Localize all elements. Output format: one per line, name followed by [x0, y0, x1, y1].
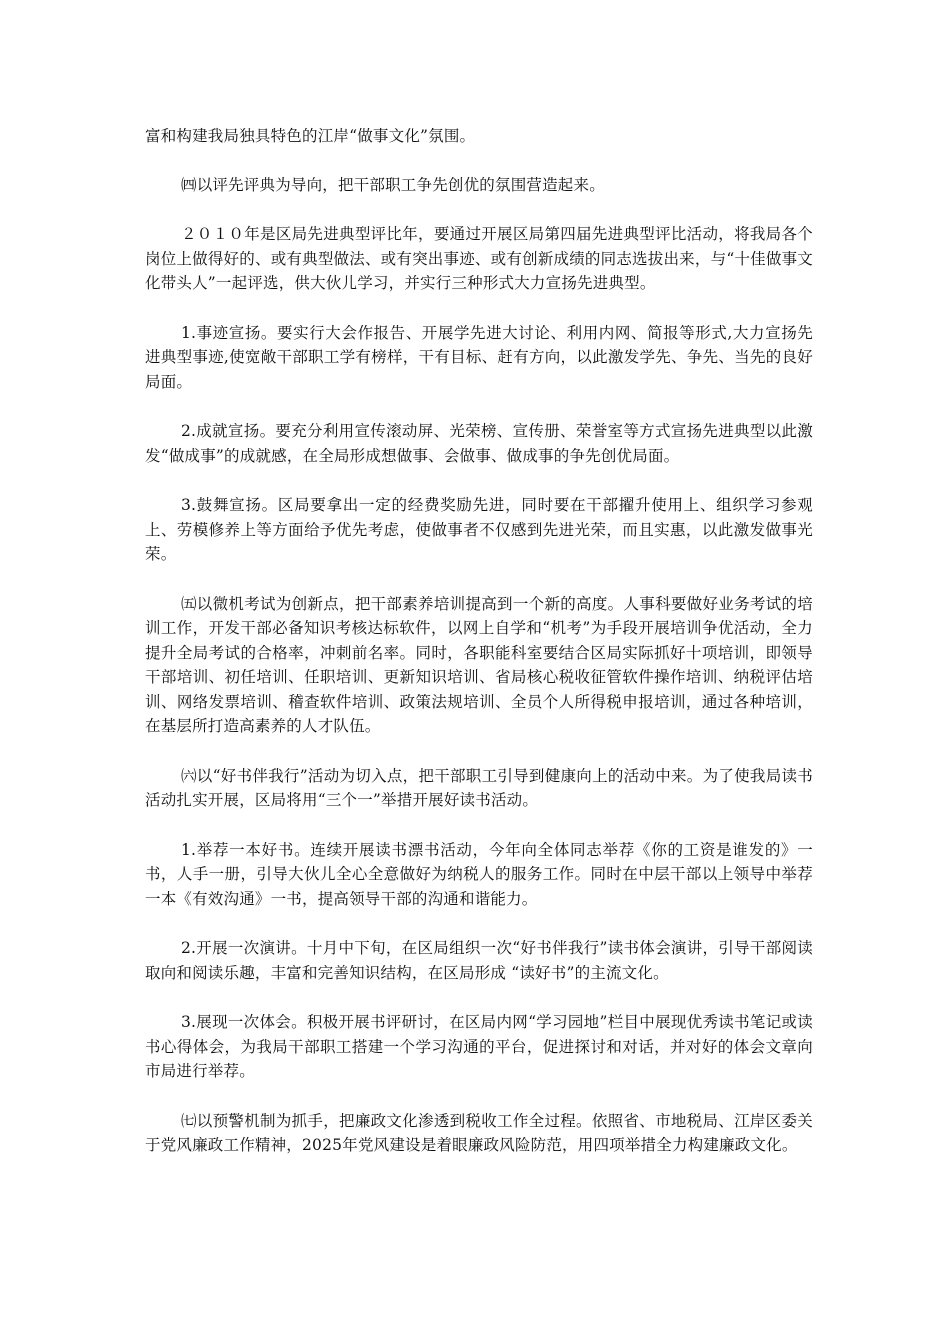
list-item-share-experience: 3.展现一次体会。积极开展书评研讨，在区局内网“学习园地”栏目中展现优秀读书笔记或读书心得体会，为我局干部职工搭建一个学习沟通的平台，促进探讨和对话，并对好的体会文章向市局进行举荐。 — [145, 1013, 813, 1080]
section-heading-6: ㈥以“好书伴我行”活动为切入点，把干部职工引导到健康向上的活动中来。为了使我局读书活动扎实开展，区局将用“三个一”举措开展好读书活动。 — [145, 766, 813, 809]
list-item-deeds-promotion: 1.事迹宣扬。要实行大会作报告、开展学先进大讨论、利用内网、简报等形式,大力宣扬先进典型事迹,使宽敞干部职工学有榜样，干有目标、赶有方向，以此激发学先、争先、当先的良好局面。 — [145, 323, 813, 391]
document-body — [145, 124, 813, 1158]
list-item-encouragement-promotion: 3.鼓舞宣扬。区局要拿出一定的经费奖励先进，同时要在干部擢升使用上、组织学习参观上、劳模修养上等方面给予优先考虑，使做事者不仅感到先进光荣，而且实惠，以此激发做事光荣。 — [145, 496, 813, 563]
list-item-achievement-promotion: 2.成就宣扬。要充分利用宣传滚动屏、光荣榜、宣传册、荣誉室等方式宣扬先进典型以此激发“做成事”的成就感，在全局形成想做事、会做事、做成事的争先创优局面。 — [145, 422, 813, 465]
section-heading-7: ㈦以预警机制为抓手，把廉政文化渗透到税收工作全过程。依照省、市地税局、江岸区委关于党风廉政工作精神，2025年党风建设是着眼廉政风险防范，用四项举措全力构建廉政文化。 — [145, 1111, 813, 1154]
paragraph-continuation: 富和构建我局独具特色的江岸“做事文化”氛围。 — [145, 127, 476, 145]
list-item-recommend-book: 1.举荐一本好书。连续开展读书漂书活动，今年向全体同志举荐《你的工资是谁发的》一书，人手一册，引导大伙儿全心全意做好为纳税人的服务工作。同时在中层干部以上领导中举荐一本《有效沟通》一书，提高领导干部的沟通和谐能力。 — [145, 840, 813, 908]
section-heading-5: ㈤以微机考试为创新点，把干部素养培训提高到一个新的高度。人事科要做好业务考试的培训工作，开发干部必备知识考核达标软件，以网上自学和“机考”为手段开展培训争优活动，全力提升全局考试的合格率，冲刺前名率。同时，各职能科室要结合区局实际抓好十项培训，即领导干部培训、初任培训、任职培训、更新知识培训、省局核心税收征管软件操作培训、纳税评估培训、网络发票培训、稽查软件培训、政策法规培训、全员个人所得税申报培训，通过各种培训，在基层所打造高素养的人才队伍。 — [145, 594, 813, 735]
section-heading-4: ㈣以评先评典为导向，把干部职工争先创优的氛围营造起来。 — [181, 175, 605, 194]
list-item-speech: 2.开展一次演讲。十月中下旬，在区局组织一次“好书伴我行”读书体会演讲，引导干部阅读取向和阅读乐趣，丰富和完善知识结构，在区局形成 “读好书”的主流文化。 — [145, 939, 813, 982]
paragraph-2010-evaluation: ２０１０年是区局先进典型评比年，要通过开展区局第四届先进典型评比活动，将我局各个岗位上做得好的、或有典型做法、或有突出事迹、或有创新成绩的同志选拔出来，与“十佳做事文化带头人”一起评选，供大伙儿学习，并实行三种形式大力宣扬先进典型。 — [145, 225, 813, 292]
